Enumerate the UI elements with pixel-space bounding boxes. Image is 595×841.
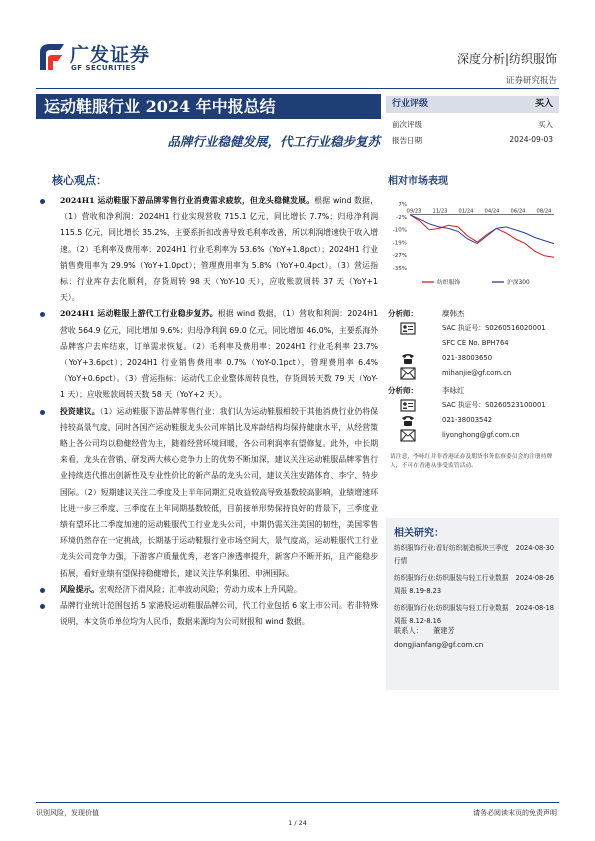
y-tick-label: -19% [392,240,407,247]
related-item-title: 纺织服饰行业:纺织服装与轻工行业数据周报 8.12-8.16 [394,604,509,625]
company-logo [36,40,171,76]
perf-chart-svg [388,200,558,290]
key-point-lead: 2024H1 运动鞋服下游品牌零售行业消费需求疲软，但龙头稳健发展。 [60,196,315,205]
analyst-email[interactable]: mihanjie@gf.com.cn [442,369,512,377]
logo-text-en: GF SECURITIES [71,64,137,72]
key-point-lead: 风险提示。 [60,584,99,594]
analyst-name-row [388,306,558,321]
rating-label: 行业评级 [392,99,429,109]
related-item-title: 纺织服饰行业:看好纺织制造板块三季度行情 [394,544,509,565]
related-item[interactable] [394,542,554,568]
x-tick-label: 09/23 [406,208,422,215]
key-point-lead: 投资建议。 [60,406,100,416]
y-tick-label: -35% [392,266,407,272]
logo-text-cn: 广发证券 [70,44,151,66]
x-tick-label: 06/24 [510,208,526,215]
analyst-sfc-row [388,336,558,351]
page-number: 1 / 24 [288,819,307,827]
x-tick-label: 11/23 [432,208,448,215]
contact-label: 联系人： [394,626,423,635]
key-point [38,582,378,598]
related-item-date: 2024-08-18 [515,604,554,612]
key-point-lead: 2024H1 运动鞋服上游代工行业稳步复苏。 [60,309,218,319]
report-title: 运动鞋服行业 2024 年中报总结 [36,94,381,119]
rating-value: 买入 [534,99,553,109]
report-type: 证券研究报告 [505,76,557,86]
related-item[interactable] [394,572,554,598]
footer-slogan: 识别风险，发现价值 [36,809,99,817]
report-category: 深度分析|纺织服饰 [456,52,557,66]
disclaimer: 请注意，李咏红并非香港证券及期货事务监察委员会的注册持牌人，不可在香港从事受监管活动。 [390,454,553,469]
key-point-text: 品牌行业统计范围包括 5 家港股运动鞋服品牌公司，代工行业包括 6 家上市公司。若非特殊说明，本文货币单位均为人民币，数据来源均为公司财报和 wind 数据。 [60,601,378,627]
report-subtitle: 品牌行业稳健发展，代工行业稳步复苏 [167,134,380,149]
key-point [38,598,378,630]
analyst-email-row [388,428,558,443]
analyst-name-row [388,383,558,398]
x-tick-label: 01/24 [458,208,474,215]
analyst-sac: SAC 执证号：S0260523100001 [442,401,546,409]
y-tick-label: -27% [392,253,407,260]
license-icon [400,399,416,412]
contact-name: 董建芳 [433,626,455,635]
y-tick-label: -2% [396,214,407,221]
analyst-phone: 021-38003650 [442,354,493,362]
key-point-text: 宏观经济下滑风险；汇率波动风险；劳动力成本上升风险。 [98,584,302,594]
key-point [38,306,378,403]
related-item-date: 2024-08-26 [515,574,554,582]
legend-label: 纺织服饰 [437,280,461,286]
key-point-text: （1）运动鞋服下游品牌零售行业：我们认为运动鞋服相较于其他消费行业仍将保持较高景气度，同时各国产运动鞋服龙头公司库销比及库龄结构均保持健康水平，从经营策略上各公司均以稳健经营为主，随着经营环境回暖，各公司利润率有望修复。此外，中长期来看，龙头在营销、研发两大核心竞争力上的优势不断加深，建议关注运动鞋服品牌零售行业持续迭代推出创新性及专业性价比的新产品的龙头公司，建议关注安踏体育、李宁、特步国际。（2）短期建议关注二季度及上半年同期汇兑收益较高导致基数较高影响，业绩增速环比进一步三季度、三季度在上年同期基数较低，目前接单形势保持良好的背景下，三季度业绩有望环比二季度加速的运动鞋服代工行业龙头公司，中期仍需关注美国的韧性，美国零售环境仍然存在一定挑战，长期基于运动鞋服行业市场空间大，景气度高，运动鞋服代工行业龙头公司竞争力强，下游客户质量优秀，老客户渗透率提升，新客户不断开拓，且产能稳步拓展，看好业绩有望保持稳健增长，建议关注华利集团、申洲国际。 [60,406,379,578]
header-info [457,50,557,86]
related-title: 相关研究： [394,528,444,539]
x-tick-label: 04/24 [484,208,500,215]
footer-divider [36,802,559,803]
analyst-phone-row [388,413,558,428]
email-icon [400,429,416,442]
key-point-text: 根据 wind 数据，（1）营收和净利润：2024H1 行业实现营收 715.1 亿元，同比增长 7.7%；归母净利润 115.5 亿元，同比增长 35.2%，主要系折扣改善导致毛利率改善，所以利润增速快于收入增速。（2）毛利率及费用率：2024H1 行业毛利率为 53.6%（YoY+1.8pct）；2024H1 行业销售费用率为 29.9%（YoY+1.0pct）；管理费用率为 5.8%（YoY+0.4pct）。（3）营运指标：行业库存去化顺利，存货周转 98 天（YoY-10 天），应收账款周转 37 天（YoY+1 天）。 [60,196,378,303]
rating-header [386,96,559,113]
prev-rating-row [386,119,559,131]
y-tick-label: 7% [398,202,407,208]
key-point-text: 根据 wind 数据，（1）营收和利润：2024H1 营收 564.9 亿元，同比增加 9.6%；归母净利润 69.0 亿元，同比增加 46.0%，主要系海外品牌客户去库结束，订单需求恢复。（2）毛利率及费用率：2024H1 行业毛利率 23.7%（YoY+3.6pct）；2024H1 行业销售费用率 0.7%（YoY-0.1pct），管理费用率 6.4%（YoY+0.6pct）。（3）营运指标：运动代工企业整体周转良性，存货周转天数 79 天（YoY-1 天）；应收账款周转天数 58 天（YoY+2 天）。 [60,309,378,400]
perf-chart [388,200,558,290]
prev-rating-label: 前次评级 [392,120,422,129]
analyst-role: 分析师： [388,309,418,318]
phone-icon [400,414,416,427]
footer-disclaimer: 请务必阅读末页的免责声明 [473,809,557,817]
key-points-title: 核心观点： [52,174,107,187]
analyst-phone-row [388,351,558,366]
license-icon [400,322,416,335]
email-icon [400,367,416,380]
logo-mark-icon [36,40,66,72]
analyst-sac: SAC 执证号：S0260516020001 [442,324,546,332]
report-date-label: 报告日期 [392,136,422,145]
analyst-sac-row [388,321,558,336]
related-item-title: 纺织服饰行业:纺织服装与轻工行业数据周报 8.19-8.23 [394,574,509,595]
phone-icon [400,352,416,365]
related-item-date: 2024-08-30 [515,544,554,552]
analyst-box [388,306,558,443]
x-tick-label: 08/24 [536,208,552,215]
legend-label: 沪深300 [507,280,530,286]
report-date-row [386,135,559,147]
related-item[interactable] [394,602,554,628]
key-point [38,404,378,582]
perf-title: 相对市场表现 [388,176,448,187]
analyst-role: 分析师： [388,386,418,395]
analyst-sfc: SFC CE No. BPH764 [442,339,509,347]
analyst-phone: 021-38003542 [442,416,493,424]
report-date-value: 2024-09-03 [509,135,553,144]
analyst-email-row [388,366,558,381]
key-point [38,193,378,306]
y-tick-label: -10% [392,227,407,234]
analyst-name: 糜韩杰 [442,309,465,318]
contact-email[interactable]: dongjianfang@gf.com.cn [394,640,484,649]
analyst-sac-row [388,398,558,413]
key-points-body [38,193,378,630]
analyst-name: 李咏红 [442,386,465,395]
prev-rating-value: 买入 [538,120,553,129]
header-divider [36,88,559,89]
contact-block [394,626,483,649]
analyst-email[interactable]: liyonghong@gf.com.cn [442,431,520,439]
